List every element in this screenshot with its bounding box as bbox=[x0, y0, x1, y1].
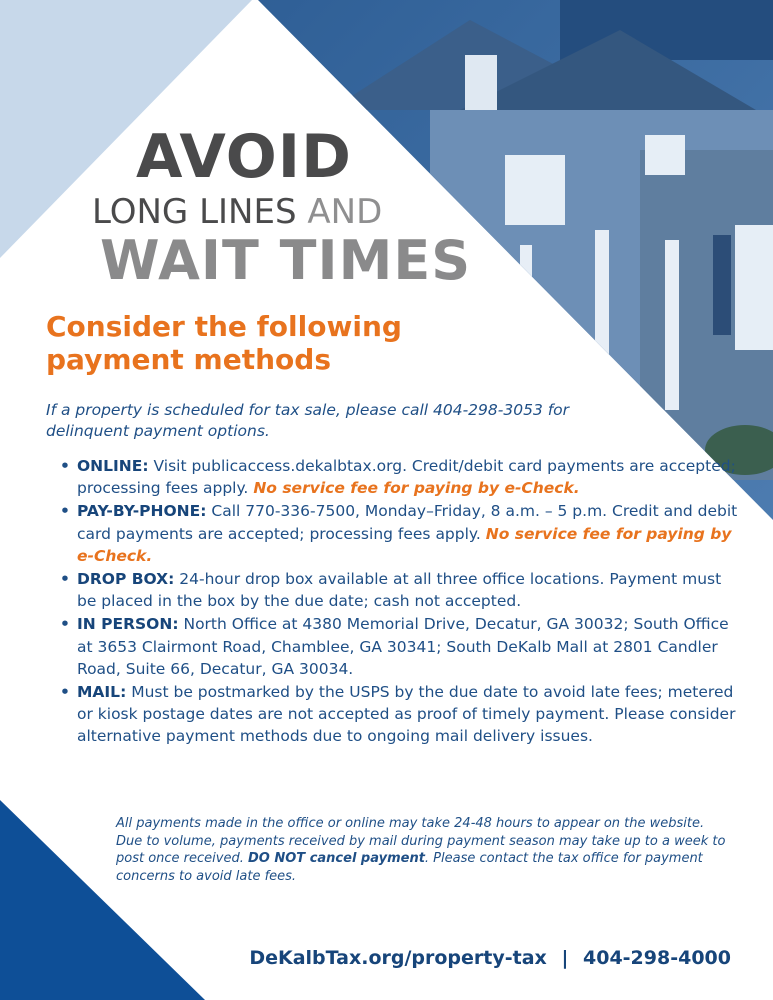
method-label: PAY-BY-PHONE: bbox=[77, 502, 207, 521]
method-text: Visit publicaccess.dekalbtax.org. Credit/debit card payments are accepted; processing fees apply. bbox=[77, 457, 736, 498]
method-text: 24-hour drop box available at all three office locations. Payment must be placed in the box by the due date; cash not accepted. bbox=[77, 570, 722, 611]
footnote bbox=[116, 815, 726, 885]
method-label: ONLINE: bbox=[77, 457, 149, 475]
method-drop-box bbox=[60, 568, 740, 612]
contact-line bbox=[249, 944, 731, 972]
method-pay-by-phone bbox=[60, 500, 740, 567]
method-label: IN PERSON: bbox=[77, 615, 179, 634]
method-mail bbox=[60, 681, 740, 748]
method-note: No service fee for paying by e-Check. bbox=[77, 524, 732, 565]
method-online bbox=[60, 455, 740, 499]
website-link[interactable]: DeKalbTax.org/property-tax bbox=[249, 947, 547, 969]
payment-methods-list bbox=[60, 455, 740, 749]
method-in-person bbox=[60, 613, 740, 680]
heading-avoid: AVOID bbox=[136, 122, 352, 192]
subheading: Consider the following payment methods bbox=[46, 310, 402, 376]
heading-long-lines-text: LONG LINES bbox=[92, 192, 297, 232]
intro-text: If a property is scheduled for tax sale, please call 404-298-3053 for delinquent payment options. bbox=[46, 401, 570, 440]
heading-long-lines bbox=[92, 192, 382, 232]
method-label: DROP BOX: bbox=[77, 570, 175, 589]
method-text: North Office at 4380 Memorial Drive, Decatur, GA 30032; South Office at 3653 Clairmont Road, Chamblee, GA 30341; South DeKalb Mall at 2801 Candler Road, Suite 66, Decatur, GA 30034. bbox=[77, 615, 729, 678]
phone-number[interactable]: 404-298-4000 bbox=[583, 947, 731, 969]
footnote-text: All payments made in the office or online may take 24-48 hours to appear on the website. Due to volume, payments received by mail during payment season may take up to a week to post once received. bbox=[116, 816, 726, 866]
heading-and: AND bbox=[307, 192, 383, 232]
method-text: Must be postmarked by the USPS by the due date to avoid late fees; metered or kiosk postage dates are not accepted as proof of timely payment. Please consider alternative payment methods due to ongoing mail delivery issues. bbox=[77, 683, 736, 746]
footnote-text-end: . Please contact the tax office for payment concerns to avoid late fees. bbox=[116, 851, 703, 884]
contact-separator: | bbox=[561, 947, 569, 969]
method-text: Call 770-336-7500, Monday–Friday, 8 a.m. – 5 p.m. Credit and debit card payments are accepted; processing fees apply. bbox=[77, 502, 738, 543]
heading-wait-times: WAIT TIMES bbox=[100, 229, 472, 292]
method-note: No service fee for paying by e-Check. bbox=[253, 479, 580, 498]
footnote-emphasis: DO NOT cancel payment bbox=[248, 851, 425, 866]
method-label: MAIL: bbox=[77, 683, 127, 702]
